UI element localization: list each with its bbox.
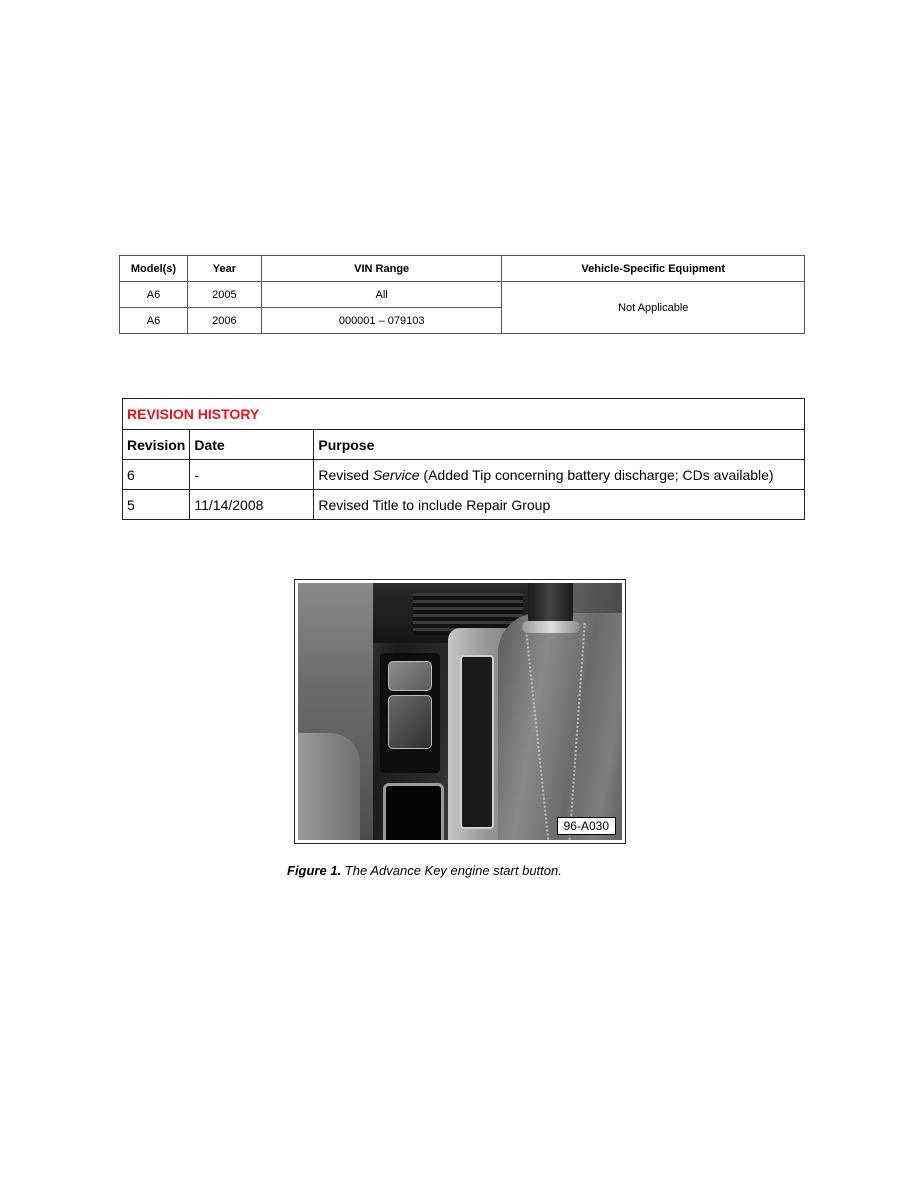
cell-model: A6 (120, 282, 188, 308)
cell-revision: 6 (123, 460, 190, 490)
figure-photo (294, 579, 626, 844)
table-row (120, 282, 805, 308)
col-header-equipment: Vehicle-Specific Equipment (502, 256, 805, 282)
cell-equipment: Not Applicable (502, 282, 805, 334)
cell-model: A6 (120, 308, 188, 334)
figure-tag: 96-A030 (557, 817, 616, 835)
col-header-revision: Revision (123, 430, 190, 460)
engine-start-photo (298, 583, 622, 840)
engine-stop-button-shape (388, 661, 432, 691)
col-header-purpose: Purpose (314, 430, 805, 460)
table-row (123, 490, 805, 520)
purpose-italic: Service (372, 466, 420, 483)
cell-year: 2006 (187, 308, 261, 334)
purpose-suffix: (Added Tip concerning battery discharge; CDs available) (419, 466, 774, 483)
table-header-row (123, 430, 805, 460)
caption-text: The Advance Key engine start button. (341, 863, 562, 878)
col-header-year: Year (187, 256, 261, 282)
shift-boot-shape (498, 613, 622, 840)
purpose-prefix: Revised (318, 466, 373, 483)
table-header-row (120, 256, 805, 282)
cell-date: 11/14/2008 (190, 490, 314, 520)
figure-caption (287, 863, 562, 878)
cell-purpose (314, 460, 805, 490)
cell-purpose: Revised Title to include Repair Group (314, 490, 805, 520)
col-header-models: Model(s) (120, 256, 188, 282)
shift-gate-shape (460, 655, 494, 829)
engine-start-button-shape (388, 695, 432, 749)
col-header-date: Date (190, 430, 314, 460)
cell-year: 2005 (187, 282, 261, 308)
cell-date: - (190, 460, 314, 490)
table-row (123, 460, 805, 490)
cell-vin: All (261, 282, 502, 308)
revision-title-row (123, 399, 805, 430)
cell-revision: 5 (123, 490, 190, 520)
revision-history-table (122, 398, 805, 520)
seat-bolster-shape (298, 733, 360, 840)
caption-label: Figure 1. (287, 863, 342, 878)
revision-history-title: REVISION HISTORY (123, 399, 805, 430)
cupholder-shape (383, 783, 444, 840)
col-header-vin-range: VIN Range (261, 256, 502, 282)
applicability-table (119, 255, 805, 334)
shift-collar-shape (522, 621, 580, 633)
cell-vin: 000001 – 079103 (261, 308, 502, 334)
